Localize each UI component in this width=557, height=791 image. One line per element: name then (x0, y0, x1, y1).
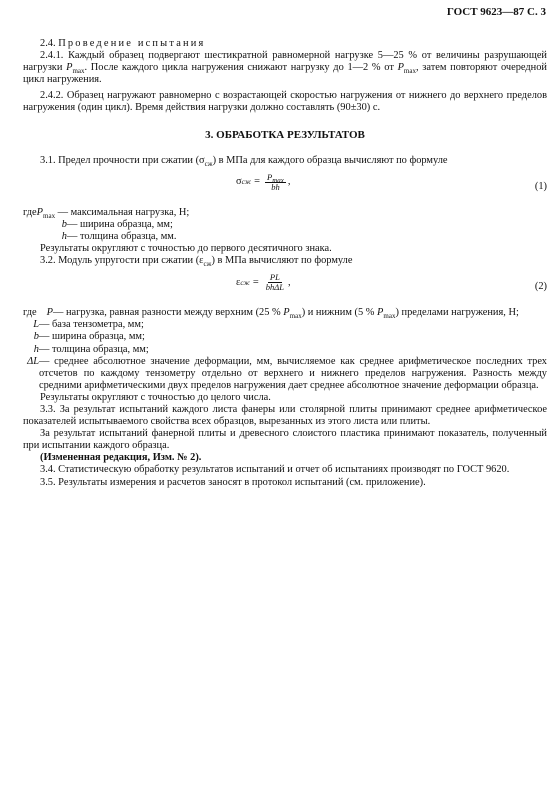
rounding-note: Результаты округляют с точностью до целого числа. (40, 391, 271, 403)
formula-1: σ сж = $\frac{P_{max}}{bh}$ , (1) (236, 171, 547, 192)
formula-number: (2) (534, 281, 547, 293)
legend-row: h — толщина образца, мм. (61, 230, 177, 242)
legend-row: b — ширина образца, мм; (33, 331, 145, 343)
fraction: $\frac{PL}{\text{bhΔL}}$ (265, 272, 284, 293)
subsection-2-4-heading (23, 38, 547, 50)
paragraph-2-4-1: 2.4.1. Каждый образец подвергают шестикратной равномерной нагрузке 5—25 % от величины разрушающей нагрузки $P_{max}$. После каждого цикла нагружения снижают нагрузку до 1—2 % от $P_{max}$, затем повторяют очередной цикл нагружения. (23, 50, 547, 86)
section-3-heading: 3. ОБРАБОТКА РЕЗУЛЬТАТОВ (205, 128, 365, 141)
document-body (23, 38, 547, 489)
paragraph-2-4-2: 2.4.2. Образец нагружают равномерно с возрастающей скоростью нагружения от нижнего до верхнего пределов нагружения (один цикл). Время действия нагрузки должно составлять (90±30) с. (23, 90, 547, 114)
paragraph-3-2: 3.2. Модуль упругости при сжатии $(\varepsilon_{сж})$ в МПа вычисляют по формуле (40, 255, 353, 269)
legend-row: где P — нагрузка, равная разности между верхним (25 % $P_{max}$) и нижним (5 % $P_{max}$) пределами нагружения, Н; (23, 307, 519, 321)
subsection-title: Проведение испытания (58, 38, 206, 49)
page-header: ГОСТ 9623—87 С. 3 (446, 6, 546, 18)
rounding-note: Результаты округляют с точностью до первого десятичного знака. (40, 243, 332, 255)
legend-row: где $P_{max}$ — максимальная нагрузка, Н; (23, 206, 190, 220)
paragraph-3-4: 3.4. Статистическую обработку результатов испытаний и отчет об испытаниях производят по ГОСТ 9620. (40, 464, 510, 476)
formula-number: (1) (534, 180, 547, 192)
paragraph-3-3: 3.3. За результат испытаний каждого листа фанеры или столярной плиты принимают среднее арифметическое показателей испытываемого свойства всех образцов, вырезанных из этого листа или плиты. (23, 403, 547, 428)
formula-2: ε сж = $\frac{PL}{\text{bhΔL}}$ , (2) (236, 272, 547, 293)
subsection-number: 2.4. (40, 38, 56, 49)
legend-row: ΔL — среднее абсолютное значение деформации, мм, вычисляемое как среднее арифметическое последних трех отсчетов по каждому тензометру отдельно от верхнего и нижнего пределов нагружения. Разность между средними арифметическими двух пределов нагружения дает среднее абсолютное значение деформации образца. (27, 355, 547, 391)
paragraph-3-1: 3.1. Предел прочности при сжатии $(\sigma_{сж})$ в МПа для каждого образца вычисляют по формуле (40, 154, 448, 168)
paragraph-3-3-continued: За результат испытаний фанерной плиты и древесного слоистого пластика принимают показатель, полученный при испытании каждого образца. (23, 428, 547, 452)
legend-row: h — толщина образца, мм; (33, 343, 149, 355)
legend-row: b — ширина образца, мм; (61, 218, 173, 230)
paragraph-3-5: 3.5. Результаты измерения и расчетов заносят в протокол испытаний (см. приложение). (40, 476, 426, 488)
amendment-note: (Измененная редакция, Изм. № 2). (40, 452, 202, 464)
fraction: $\frac{P_{max}}{bh}$ (267, 171, 284, 192)
legend-row: L — база тензометра, мм; (33, 319, 144, 331)
